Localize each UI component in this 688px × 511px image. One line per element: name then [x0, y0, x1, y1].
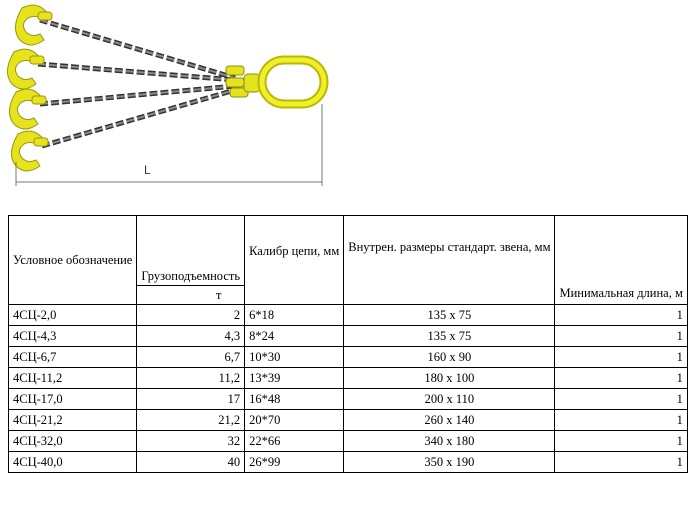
cell-inner-size: 340 x 180 [344, 431, 555, 452]
chain-legs [38, 20, 235, 146]
table-row [9, 452, 688, 473]
cell-min-length: 1 [555, 431, 687, 452]
cell-designation: 4СЦ-11,2 [9, 368, 137, 389]
cell-inner-size: 180 x 100 [344, 368, 555, 389]
cell-capacity: 32 [137, 431, 245, 452]
cell-min-length: 1 [555, 326, 687, 347]
cell-capacity: 2 [137, 305, 245, 326]
cell-inner-size: 260 x 140 [344, 410, 555, 431]
cell-inner-size: 200 x 110 [344, 389, 555, 410]
cell-designation: 4СЦ-21,2 [9, 410, 137, 431]
cell-min-length: 1 [555, 452, 687, 473]
specification-table [8, 215, 688, 473]
cell-capacity: 4,3 [137, 326, 245, 347]
dimension-line [16, 104, 322, 186]
table-header-row [9, 216, 688, 286]
cell-caliber: 16*48 [245, 389, 344, 410]
cell-caliber: 26*99 [245, 452, 344, 473]
table-row [9, 305, 688, 326]
cell-capacity: 40 [137, 452, 245, 473]
table-row [9, 347, 688, 368]
header-capacity: Грузоподъемность [137, 216, 245, 286]
cell-capacity: 17 [137, 389, 245, 410]
hook-icons [7, 5, 52, 171]
header-min-length: Минимальная длина, м [555, 216, 687, 305]
table-body [9, 305, 688, 473]
header-designation: Условное обозначение [9, 216, 137, 305]
table-row [9, 431, 688, 452]
cell-designation: 4СЦ-4,3 [9, 326, 137, 347]
cell-caliber: 8*24 [245, 326, 344, 347]
cell-designation: 4СЦ-40,0 [9, 452, 137, 473]
cell-designation: 4СЦ-6,7 [9, 347, 137, 368]
cell-min-length: 1 [555, 305, 687, 326]
cell-inner-size: 135 x 75 [344, 305, 555, 326]
cell-designation: 4СЦ-2,0 [9, 305, 137, 326]
dimension-label: L [144, 163, 151, 177]
cell-caliber: 13*39 [245, 368, 344, 389]
cell-designation: 4СЦ-32,0 [9, 431, 137, 452]
master-link-icon [262, 60, 324, 104]
cell-min-length: 1 [555, 389, 687, 410]
cell-capacity: 6,7 [137, 347, 245, 368]
cell-inner-size: 350 x 190 [344, 452, 555, 473]
chain-sling-illustration [0, 0, 340, 190]
table-row [9, 389, 688, 410]
cell-min-length: 1 [555, 368, 687, 389]
table-row [9, 326, 688, 347]
header-inner-size: Внутрен. размеры стандарт. звена, мм [344, 216, 555, 305]
cell-caliber: 22*66 [245, 431, 344, 452]
cell-inner-size: 135 x 75 [344, 326, 555, 347]
cell-min-length: 1 [555, 347, 687, 368]
cell-caliber: 6*18 [245, 305, 344, 326]
cell-designation: 4СЦ-17,0 [9, 389, 137, 410]
cell-capacity: 21,2 [137, 410, 245, 431]
cell-min-length: 1 [555, 410, 687, 431]
cell-capacity: 11,2 [137, 368, 245, 389]
table-row [9, 410, 688, 431]
cell-caliber: 20*70 [245, 410, 344, 431]
table-row [9, 368, 688, 389]
header-caliber: Калибр цепи, мм [245, 216, 344, 305]
cell-inner-size: 160 x 90 [344, 347, 555, 368]
header-capacity-unit: т [137, 286, 245, 305]
connector-links [226, 66, 260, 97]
cell-caliber: 10*30 [245, 347, 344, 368]
